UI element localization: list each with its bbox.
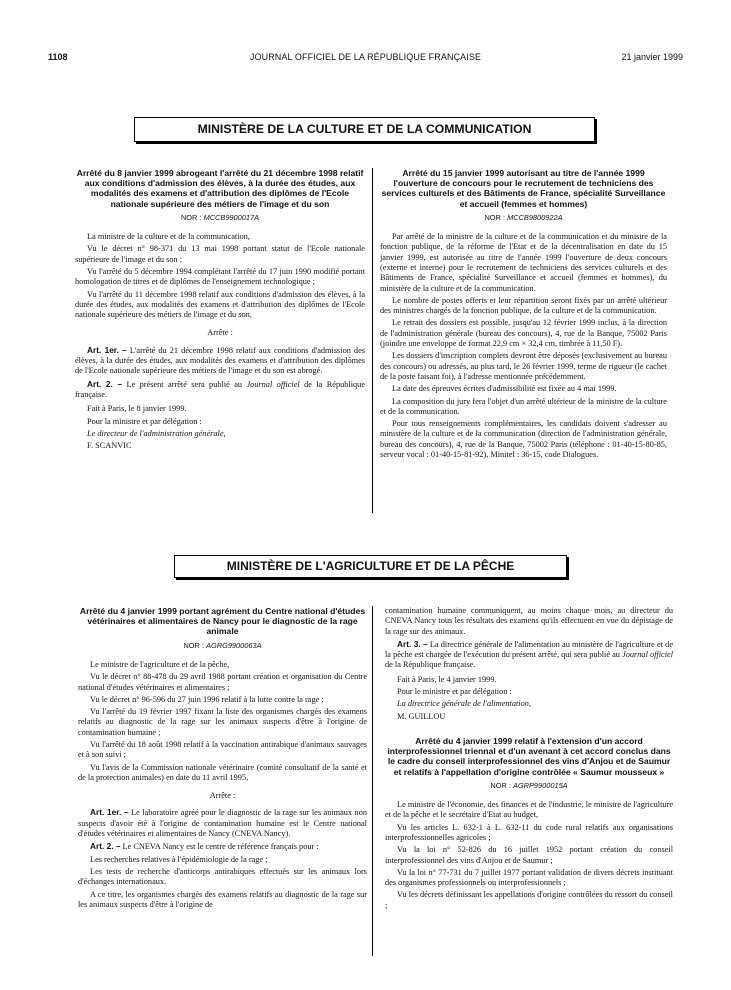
nor-reference: NOR : MCCB9800922A [484, 212, 563, 222]
article-1-label: Art. 1er. – [90, 807, 129, 818]
signature-name: F. SCANVIC [87, 441, 132, 451]
list-item: Les tests de recherche d'anticorps antirabiques effectués sur les animaux lors d'échanges internationaux. [78, 866, 367, 887]
paragraph: Vu les articles L. 632-1 à L. 632-11 du code rural relatifs aux organisations interprofessionnelles agricoles ; [385, 822, 673, 842]
article-3: Art. 3. – La directrice générale de l'alimentation au ministère de l'agriculture et de la pêche est chargée de l'exécution du présent arrêté, qui sera publié au Journal officiel de la République française. [385, 638, 674, 670]
paragraph: La ministre de la culture et de la communication, [87, 232, 250, 242]
nor-code: AGRP9900015A [512, 780, 568, 790]
article-title: Arrêté du 4 janvier 1999 portant agrément du Centre national d'études vétérinaires et alimentaires de Nancy pour le diagnostic de la rage animale [79, 606, 366, 637]
list-item: Les recherches relatives à l'épidémiologie de la rage ; [90, 854, 268, 864]
article-title: Arrêté du 4 janvier 1999 relatif à l'extension d'un accord interprofessionnel triennal et d'un avenant à cet accord conclus dans le cadre du conseil interprofessionnel des vins d'Anjou et de Saumur et relatifs à l'appellation d'origine contrôlée « Saumur mousseux » [387, 735, 671, 777]
paragraph: Vu l'arrêté du 19 février 1997 fixant la liste des organismes chargés des examens relatifs au diagnostic de la rage sur les animaux suspects d'être à l'origine de contamination humaine ; [78, 707, 367, 737]
paragraph: Les dossiers d'inscription complets devront être déposés (exclusivement au bureau des concours) ou adressés, au plus tard, le 26 février 1999, terme de rigueur (le cachet de la poste faisant foi), à l'adresse mentionnée précédemment. [380, 351, 667, 381]
paragraph: Vu l'avis de la Commission nationale vétérinaire (comité consultatif de la santé et de la protection animales) en date du 11 avril 1995, [78, 762, 367, 782]
page-header [48, 52, 683, 66]
paragraph: Pour tous renseignements complémentaires, les candidats doivent s'adresser au ministère de la culture et de la communication (direction de l'administration générale, bureau des concours), 4, rue de la Banque, 75002 Paris (téléphone : 01-40-15-80-85, serveur vocal : 01-40-15-81-92), Minitel : 36-15, code Dialogues. [380, 419, 667, 460]
article-1-text: L'arrêté du 21 décembre 1998 relatif aux conditions d'admission des élèves, à la durée des études, aux modalités des examens et d'attribution des diplômes de l'Ecole nationale supérieure des métiers de l'image et du son est abrogé. [75, 345, 365, 376]
paragraph: Vu le décret n° 88-478 du 29 avril 1988 portant création et organisation du Centre national d'études vétérinaires et alimentaires ; [78, 672, 367, 692]
paragraph: Vu l'arrêté du 11 décembre 1998 relatif aux conditions d'admission des élèves, à la durée des études, aux modalités des examens et d'attribution des diplômes de l'Ecole nationale supérieure des métiers de l'image et du son, [75, 289, 365, 320]
article-1 [75, 345, 365, 377]
article-1: Art. 1er. – Le laboratoire agréé pour le diagnostic de la rage sur les animaux non suspects d'avoir été à l'origine de contamination humaine est le Centre national d'études vétérinaires et alimentaires de Nancy (CNEVA Nancy). [78, 807, 367, 839]
article-2: Art. 2. – Le CNEVA Nancy est le centre de référence français pour : [90, 841, 319, 852]
issue-date: 21 janvier 1999 [621, 52, 683, 62]
nor-code: AGRG9900063A [206, 640, 262, 650]
paragraph: Vu l'arrêté du 5 décembre 1994 complétant l'arrêté du 17 juin 1990 modifié portant homologation de titres et de diplômes de l'enseignement technologique ; [75, 267, 365, 287]
paragraph-continuation: contamination humaine communiquent, au moins chaque mois, au directeur du CNEVA Nancy tous les résultats des examens qu'ils effectuent en vue du dépistage de la rage sur des animaux. [385, 606, 673, 636]
nor-code: MCCB9900017A [203, 212, 260, 222]
paragraph: Vu la loi n° 77-731 du 7 juillet 1977 portant validation de divers décrets instituant des organismes professionnels ou interprofessionnels ; [385, 867, 673, 888]
paragraph: La date des épreuves écrites d'admissibilité est fixée au 4 mai 1999. [392, 384, 617, 394]
signature-role: Le directeur de l'administration générale, [87, 428, 226, 438]
section-heading-agriculture [174, 555, 567, 578]
signature-delegation: Pour le ministre et par délégation : [397, 687, 512, 697]
article-title: Arrêté du 15 janvier 1999 autorisant au titre de l'année 1999 l'ouverture de concours pour le recrutement de techniciens des services culturels et des Bâtiments de France, spécialité Surveillance et accueil (femmes et hommes) [381, 168, 666, 209]
page-number: 1108 [48, 52, 68, 62]
paragraph: Le ministre de l'économie, des finances et de l'industrie, le ministre de l'agriculture et de la pêche et le secrétaire d'Etat au budget, [385, 800, 673, 820]
paragraph: Vu le décret n° 98-371 du 13 mai 1998 portant statut de l'Ecole nationale supérieure de l'image et du son ; [75, 244, 365, 264]
article-2-label: Art. 2. – [90, 841, 121, 852]
section-heading-culture-text: MINISTÈRE DE LA CULTURE ET DE LA COMMUNICATION [197, 122, 532, 136]
signature-role: La directrice générale de l'alimentation, [397, 699, 531, 709]
nor-reference: NOR : MCCB9900017A [180, 212, 260, 222]
paragraph: Le nombre de postes offerts et leur répartition seront fixés par un arrêté ultérieur des ministres chargés de la fonction publique, de la culture et de la communication. [380, 295, 667, 316]
column-divider [372, 168, 373, 513]
nor-code: MCCB9800922A [507, 212, 563, 222]
culture-right-column [380, 168, 667, 462]
journal-title: JOURNAL OFFICIEL DE LA RÉPUBLIQUE FRANÇAISE [249, 52, 482, 62]
journal-officiel-ref: Journal officiel [246, 379, 300, 389]
paragraph: Par arrêté de la ministre de la culture et de la communication et du ministre de la fonction publique, de la réforme de l'Etat et de la décentralisation en date du 15 janvier 1999, est autorisée au titre de l'année 1999 l'ouverture de deux concours (externe et interne) pour le recrutement de techniciens des services culturels et des Bâtiments de France, spécialité Surveillance et accueil (femmes et hommes), du ministère de la culture et de la communication. [380, 232, 667, 293]
signature-delegation: Pour la ministre et par délégation : [87, 416, 202, 426]
arrete-label: Arrête : [207, 328, 233, 338]
paragraph: A ce titre, les organismes chargés des examens relatifs au diagnostic de la rage sur les animaux suspects d'être à l'origine de [78, 889, 367, 909]
arrete-label: Arrête : [209, 791, 236, 801]
paragraph: Le retrait des dossiers est possible, jusqu'au 12 février 1999 inclus, à la direction de l'administration générale (bureau des concours), 4, rue de la Banque, 75002 Paris (joindre une enveloppe de format 22,9 cm × 32,4 cm, timbrée à 11,50 F). [380, 318, 667, 349]
article-3-label: Art. 3. – [397, 638, 428, 649]
paragraph: La composition du jury fera l'objet d'un arrêté ultérieur de la ministre de la culture et de la communication. [380, 396, 667, 416]
paragraph: Vu les décrets définissant les appellations d'origine contrôlées du ressort du conseil ; [385, 890, 673, 910]
culture-left-column [75, 168, 365, 453]
article-1-label: Art. 1er. – [87, 344, 127, 355]
paragraph: Vu l'arrêté du 18 août 1998 relatif à la vaccination antirabique d'animaux sauvages et à son suivi ; [78, 739, 367, 760]
paragraph: Vu la loi n° 52-826 du 16 juillet 1952 portant création du conseil interprofessionnel des vins d'Anjou et de Saumur ; [385, 845, 673, 865]
column-divider [372, 606, 373, 956]
article-title: Arrêté du 8 janvier 1999 abrogeant l'arrêté du 21 décembre 1998 relatif aux conditions d'admission des élèves, à la durée des études, aux modalités des examens et d'attribution des diplômes de l'Ecole nationale supérieure des métiers de l'image et du son [76, 168, 364, 209]
nor-reference: NOR : AGRP9900015A [490, 780, 568, 790]
journal-officiel-ref: Journal officiel [622, 650, 674, 660]
signature-name: M. GUILLOU [397, 711, 446, 721]
article-2: Art. 2. – Le présent arrêté sera publié au Journal officiel de la République française. [75, 378, 366, 399]
paragraph: Vu le décret n° 96-596 du 27 juin 1996 relatif à la lutte contre la rage ; [90, 694, 324, 704]
agriculture-right-column [385, 606, 673, 913]
section-heading-culture [134, 117, 595, 142]
article-2-label: Art. 2. – [87, 378, 123, 389]
nor-reference: NOR : AGRG9900063A [183, 640, 262, 650]
done-at: Fait à Paris, le 8 janvier 1999. [87, 404, 187, 414]
paragraph: Le ministre de l'agriculture et de la pêche, [90, 659, 230, 669]
done-at: Fait à Paris, le 4 janvier 1999. [397, 674, 497, 684]
agriculture-left-column [78, 606, 367, 912]
section-heading-agriculture-text: MINISTÈRE DE L'AGRICULTURE ET DE LA PÊCHE [226, 559, 515, 573]
